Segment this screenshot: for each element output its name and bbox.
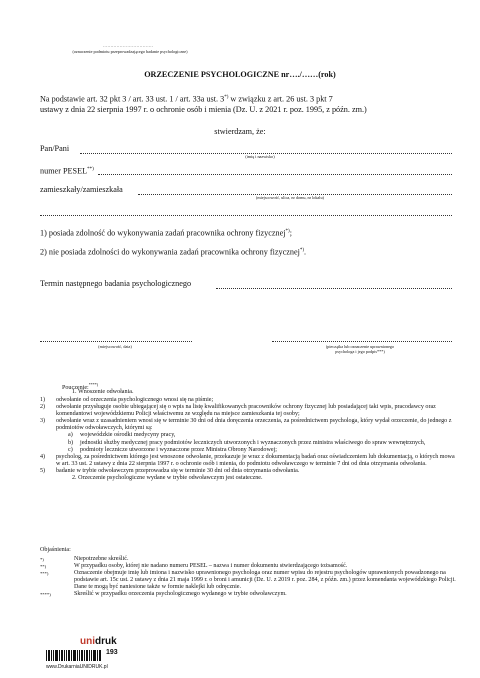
- place-date-field[interactable]: [40, 341, 192, 342]
- option-1-sup: *): [285, 229, 290, 234]
- explanation-item: [40, 591, 456, 598]
- list-item: [40, 468, 456, 475]
- list-item-text: odwołanie przysługuje osobie ubiegającej się o wpis na listę kwalifikowanych pracowników ochrony fizycznej lub posiadającej taki wpis, pracodawcy oraz komendantowi wojewódzkiemu Policji właściwemu ze względu na miejsce zamieszkania tej osoby;: [56, 404, 436, 418]
- next-exam-field[interactable]: [216, 288, 452, 289]
- form-number: 193: [106, 649, 118, 656]
- list-item-text: psycholog, za pośrednictwem którego jest wnoszone odwołanie, przekazuje je wraz z dokumentacją badań oraz oświadczeniem lub dokumentacją, o których mowa w art. 33 ust. 2 ustawy z dnia 22 sierpnia 1997 r. o ochronie osób i mienia, do podmiotu odwoławczego w terminie 7 dni od dnia otrzymania odwołania.: [56, 453, 455, 467]
- barcode-bar: [48, 650, 50, 661]
- list-item: [40, 454, 456, 468]
- explanation-mark: ***): [40, 571, 49, 577]
- sub-list-item-letter: b): [68, 439, 74, 446]
- instruction-list: [40, 397, 456, 482]
- list-item-text: odwołanie od orzeczenia psychologicznego wnosi się na piśmie;: [56, 397, 214, 403]
- barcode: [46, 650, 102, 661]
- option-2: 2) nie posiada zdolności do wykonywania zadań pracownika ochrony fizycznej*).: [40, 247, 307, 257]
- document-title: ORZECZENIE PSYCHOLOGICZNE nr…./……(rok): [144, 70, 336, 79]
- signature-caption-2: psychologa i jego podpis***): [335, 348, 385, 354]
- instruction-section-2: 2. Orzeczenie psychologiczne wydane w trybie odwoławczym jest ostateczne.: [72, 475, 263, 482]
- brand-logo-b: druk: [95, 636, 117, 647]
- explanation-text: Oznaczenie obejmuje imię lub imiona i nazwisko uprawnionego psychologa oraz numer wpisu do rejestru psychologów uprawnionych powadzonego na podstawie art. 15c ust. 2 ustawy z dnia 21 maja 1999 r. o broni i amunicji (Dz. U. z 2019 r. poz. 284, z późn. zm.) przez komendanta wojewódzkiego Policji. Dane te mogą być naniesione także w formie naklejki lub odręcznie.: [74, 570, 456, 591]
- sub-list-item: [68, 447, 456, 454]
- signature-field[interactable]: [272, 341, 452, 342]
- barcode-bar: [46, 650, 47, 661]
- explanation-item: [40, 570, 456, 591]
- pesel-label: [40, 165, 94, 177]
- legal-basis-line2: ustawy z dnia 22 sierpnia 1997 r. o ochronie osób i mienia (Dz. U. z 2021 r. poz. 1995, z późn. zm.): [40, 104, 367, 114]
- signature-caption: [290, 345, 430, 355]
- list-item-num: 3): [40, 418, 46, 425]
- barcode-bar: [55, 650, 58, 661]
- barcode-bar: [61, 650, 63, 661]
- brand-logo: [80, 636, 117, 647]
- sub-list-item-text: podmioty lecznicze utworzone i wyznaczone przez Ministra Obrony Narodowej;: [80, 446, 277, 453]
- list-item-num: 2): [40, 404, 46, 411]
- legal-basis-line1-end: w związku z art. 26 ust. 3 pkt 7: [228, 94, 333, 104]
- barcode-bar: [89, 650, 90, 661]
- address-caption: (miejscowość, ulica, nr domu, nr lokalu): [256, 195, 324, 200]
- barcode-bar: [66, 650, 67, 661]
- pesel-field[interactable]: [98, 174, 452, 175]
- option-2-sup: *): [299, 248, 305, 253]
- sub-list-item-text: jednostki służby medycznej pracy podmiotów leczniczych utworzonych i wyznaczonych przez ministra właściwego do spraw wewnętrznych,: [80, 439, 426, 446]
- legal-basis-sup: *): [224, 95, 229, 100]
- barcode-bar: [81, 650, 83, 661]
- pesel-sup: **): [87, 167, 94, 172]
- instruction-section-1: 1. Wnoszenie odwołania.: [72, 389, 134, 395]
- next-exam-label: Termin następnego badania psychologicznego: [40, 279, 192, 288]
- barcode-bar: [59, 650, 60, 661]
- signature-caption-1: (pieczątka lub oznaczenie uprawnionego: [325, 344, 395, 349]
- sub-list-item: [68, 440, 456, 447]
- stwierdzam-text: stwierdzam, że:: [214, 127, 266, 136]
- barcode-bar: [86, 650, 88, 661]
- address-field-2[interactable]: [40, 215, 452, 216]
- explanation-item: [40, 563, 456, 570]
- legal-basis-line1: Na podstawie art. 32 pkt 3 / art. 33 ust. 1 / art. 33a ust. 3: [40, 94, 225, 104]
- list-item: [40, 404, 456, 418]
- explanation-text: Niepotrzebne skreślić.: [74, 556, 129, 562]
- explanations-heading: Objaśnienia:: [40, 547, 71, 553]
- barcode-bar: [99, 650, 101, 661]
- explanation-text: Skreślić w przypadku orzeczenia psychologicznego wydanego w trybie odwoławczym.: [74, 591, 287, 598]
- instruction-heading-sup: ****): [88, 382, 99, 387]
- entity-dots: ……………………………: [102, 43, 154, 48]
- pesel-label-text: numer PESEL: [40, 166, 88, 176]
- explanation-mark: *): [40, 557, 44, 562]
- list-item: [40, 418, 456, 432]
- barcode-bar: [93, 650, 96, 661]
- explanation-text: W przypadku osoby, której nie nadano numeru PESEL – nazwa i numer dokumentu stwierdzającego tożsamość.: [74, 563, 348, 570]
- barcode-bar: [73, 650, 76, 661]
- sub-list: [40, 432, 456, 453]
- explanation-mark: **): [40, 564, 47, 570]
- option-2-text: 2) nie posiada zdolności do wykonywania zadań pracownika ochrony fizycznej: [40, 247, 300, 257]
- barcode-bar: [77, 650, 78, 661]
- entity-caption: (oznaczenie podmiotu przeprowadzającego badanie psychologiczne): [72, 49, 188, 54]
- list-item-num: 5): [40, 467, 46, 474]
- sub-list-item-text: wojewódzkie ośrodki medycyny pracy,: [80, 432, 176, 439]
- address-label: zamieszkały/zamieszkała: [40, 185, 123, 194]
- option-1-text: 1) posiada zdolność do wykonywania zadań pracownika ochrony fizycznej: [40, 228, 286, 238]
- list-item-text: odwołanie wraz z uzasadnieniem wnosi się w terminie 30 dni od dnia doręczenia orzeczenia, za pośrednictwem psychologa, który wydał orzeczenie, do jednego z podmiotów odwoławczych, którymi są:: [56, 418, 452, 432]
- list-item-num: 1): [40, 397, 46, 403]
- sub-list-item: [68, 432, 456, 439]
- place-date-caption: (miejscowość, data): [98, 344, 132, 349]
- explanation-item: [40, 556, 456, 563]
- brand-logo-a: uni: [80, 636, 95, 647]
- explanation-mark: ****): [40, 592, 51, 598]
- list-item-num: 4): [40, 453, 46, 460]
- footer-url: www.DrukarniaUNIDRUK.pl: [46, 664, 108, 670]
- barcode-bar: [53, 650, 54, 661]
- barcode-bar: [79, 650, 80, 661]
- barcode-bar: [97, 650, 98, 661]
- barcode-bar: [84, 650, 85, 661]
- pan-label: Pan/Pani: [40, 144, 70, 153]
- option-1: 1) posiada zdolność do wykonywania zadań pracownika ochrony fizycznej*);: [40, 228, 292, 238]
- list-item-text: badanie w trybie odwoławczym przeprowadza się w terminie 30 dni od dnia otrzymania odwołania.: [56, 467, 300, 474]
- barcode-bar: [64, 650, 65, 661]
- legal-basis: [40, 93, 460, 115]
- barcode-bar: [91, 650, 92, 661]
- instruction-heading-text: Pouczenie:: [62, 385, 89, 392]
- sub-list-item-letter: c): [68, 446, 73, 453]
- barcode-bar: [71, 650, 72, 661]
- explanations-list: [40, 556, 456, 599]
- sub-list-item-letter: a): [68, 432, 73, 439]
- barcode-bar: [51, 650, 52, 661]
- pan-caption: (imię i nazwisko): [245, 154, 275, 159]
- barcode-bar: [68, 650, 70, 661]
